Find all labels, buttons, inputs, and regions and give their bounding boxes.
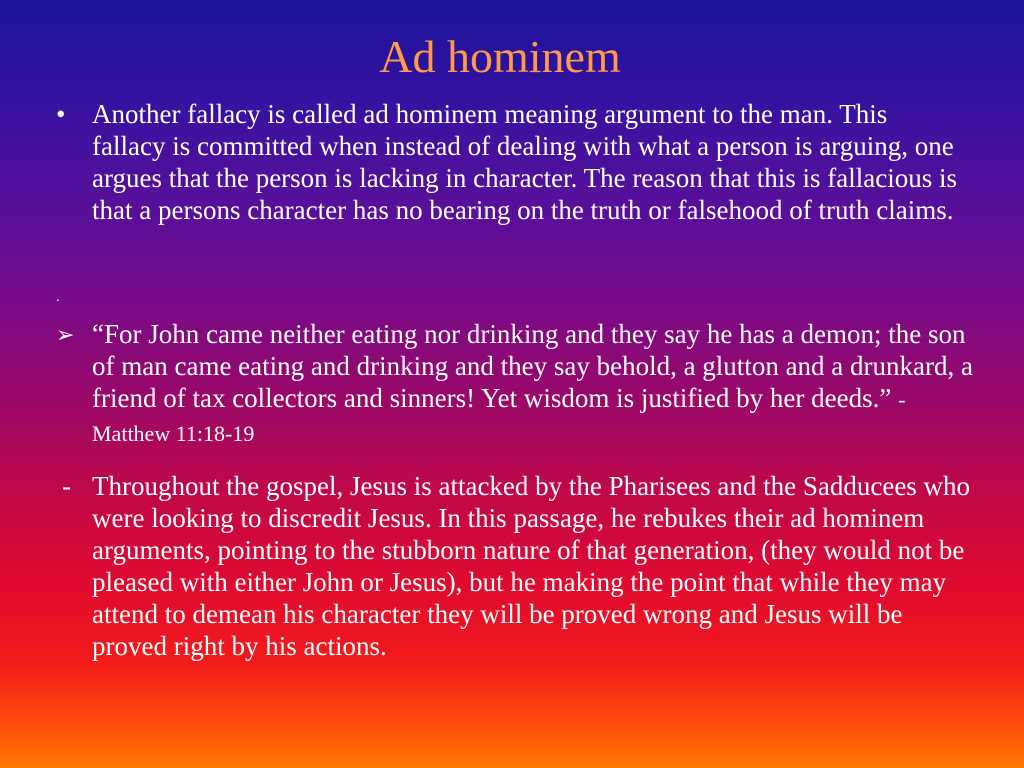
bullet-paragraph-definition [56,98,966,226]
bullet-paragraph-quote [56,318,976,450]
bullet-text: Throughout the gospel, Jesus is attacked by the Pharisees and the Sadducees who were looking to discredit Jesus. In this passage, he rebukes their ad hominem arguments, pointing to the stubborn nature of that generation, (they would not be pleased with either John or Jesus), but he making the point that while they may attend to demean his character they will be proved wrong and Jesus will be proved right by his actions. [92,471,971,661]
quote-text: “For John came neither eating nor drinking and they say he has a demon; the son of man came eating and drinking and they say behold, a glutton and a drunkard, a friend of tax collectors and sinners! Yet wisdom is justified by her deeds.” [92,319,973,413]
separator-dot: . [56,290,60,305]
slide-title: Ad hominem [379,31,621,82]
quote-citation: -Matthew 11:18-19 [92,387,906,446]
dash-bullet-icon: - [62,471,71,501]
bullet-paragraph-explanation [56,470,976,662]
quote-container [92,318,976,450]
bullet-text: Another fallacy is called ad hominem meaning argument to the man. This fallacy is committed when instead of dealing with what a person is arguing, one argues that the person is lacking in character. The reason that this is fallacious is that a persons character has no bearing on the truth or falsehood of truth claims. [92,99,958,225]
arrow-bullet-icon: ➢ [56,323,75,348]
bullet-dot-icon: • [56,99,66,129]
